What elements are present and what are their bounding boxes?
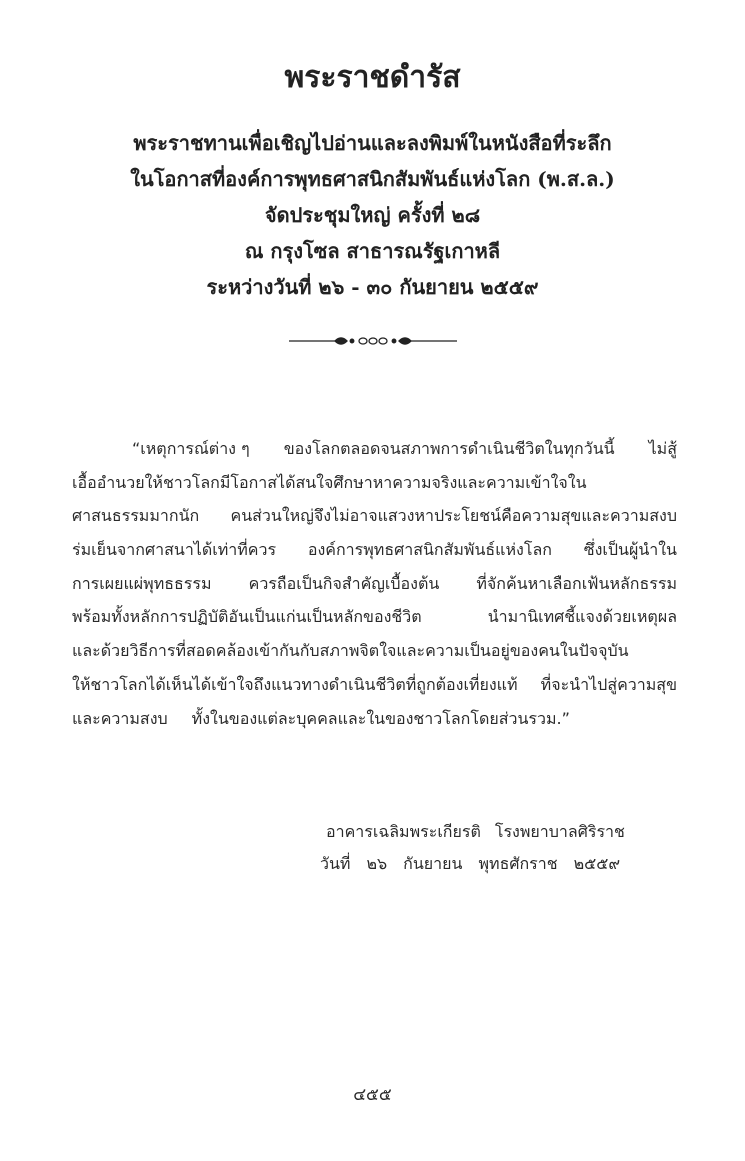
- quote-body: [72, 432, 677, 735]
- quote-segment: ให้ชาวโลกได้เห็นได้เข้าใจถึงแนวทางดำเนินชีวิตที่ถูกต้องเที่ยงแท้: [72, 674, 518, 694]
- quote-segment: นำมานิเทศชี้แจงด้วยเหตุผล: [487, 607, 677, 627]
- quote-segment: ทั้งในของแต่ละบุคคลและในของชาวโลกโดยส่วนรวม.”: [191, 708, 570, 728]
- quote-line: [72, 432, 677, 466]
- quote-line: [72, 499, 677, 533]
- quote-segment: และด้วยวิธีการที่สอดคล้องเข้ากันกับสภาพจิตใจและความเป็นอยู่ของคนในปัจจุบัน: [72, 641, 629, 661]
- subtitle-line: ระหว่างวันที่ ๒๖ - ๓๐ กันยายน ๒๕๕๙: [206, 275, 539, 299]
- quote-segment: องค์การพุทธศาสนิกสัมพันธ์แห่งโลก: [307, 540, 552, 560]
- subtitle-line: พระราชทานเพื่อเชิญไปอ่านและลงพิมพ์ในหนังสือที่ระลึก: [133, 131, 612, 155]
- signature-segment: อาคารเฉลิมพระเกียรติ: [326, 822, 481, 841]
- quote-segment: “เหตุการณ์ต่าง ๆ: [132, 439, 250, 458]
- quote-segment: พร้อมทั้งหลักการปฏิบัติอันเป็นแก่นเป็นหลักของชีวิต: [72, 607, 422, 627]
- subtitle-line: จัดประชุมใหญ่ ครั้งที่ ๒๘: [264, 203, 481, 227]
- quote-line: [72, 567, 677, 601]
- quote-segment: ของโลกตลอดจนสภาพการดำเนินชีวิตในทุกวันนี้: [283, 439, 615, 458]
- signature-date: [320, 848, 660, 880]
- quote-segment: ซึ่งเป็นผู้นำใน: [583, 540, 677, 560]
- quote-segment: การเผยแผ่พุทธธรรม: [72, 573, 212, 593]
- page-title: พระราชดำรัส: [284, 60, 461, 95]
- signature-place: [320, 816, 660, 848]
- signature-segment: วันที่: [320, 854, 351, 873]
- subtitle-line: ในโอกาสที่องค์การพุทธศาสนิกสัมพันธ์แห่งโลก (พ.ส.ล.): [130, 167, 615, 191]
- signature-segment: ๒๖: [366, 854, 388, 873]
- quote-segment: ที่จักค้นหาเลือกเฟ้นหลักธรรม: [476, 573, 677, 593]
- signature-block: [320, 816, 660, 880]
- quote-segment: ร่มเย็นจากศาสนาได้เท่าที่ควร: [72, 540, 277, 560]
- quote-segment: ที่จะนำไปสู่ความสุข: [540, 674, 677, 694]
- quote-line: [72, 702, 677, 736]
- quote-line: [72, 600, 677, 634]
- page-number: ๔๕๕: [353, 1085, 392, 1105]
- quote-segment: ไม่สู้: [648, 439, 677, 458]
- quote-line: [72, 466, 677, 500]
- quote-segment: คนส่วนใหญ่จึงไม่อาจแสวงหาประโยชน์คือความสุขและความสงบ: [230, 506, 677, 526]
- signature-segment: พุทธศักราช: [478, 854, 558, 873]
- subtitle-line: ณ กรุงโซล สาธารณรัฐเกาหลี: [244, 239, 501, 263]
- signature-segment: กันยายน: [403, 854, 463, 873]
- quote-segment: เอื้ออำนวยให้ชาวโลกมีโอกาสได้สนใจศึกษาหาความจริงและความเข้าใจใน: [72, 472, 587, 492]
- quote-segment: และความสงบ: [72, 708, 168, 728]
- ornament-divider-icon: [287, 331, 459, 351]
- quote-segment: ศาสนธรรมมากนัก: [72, 506, 200, 526]
- subtitle-block: [0, 125, 745, 305]
- signature-segment: โรงพยาบาลศิริราช: [494, 822, 625, 841]
- quote-segment: ควรถือเป็นกิจสำคัญเบื้องต้น: [248, 573, 440, 593]
- quote-line: [72, 668, 677, 702]
- signature-segment: ๒๕๕๙: [573, 854, 621, 873]
- quote-line: [72, 533, 677, 567]
- quote-line: [72, 634, 677, 668]
